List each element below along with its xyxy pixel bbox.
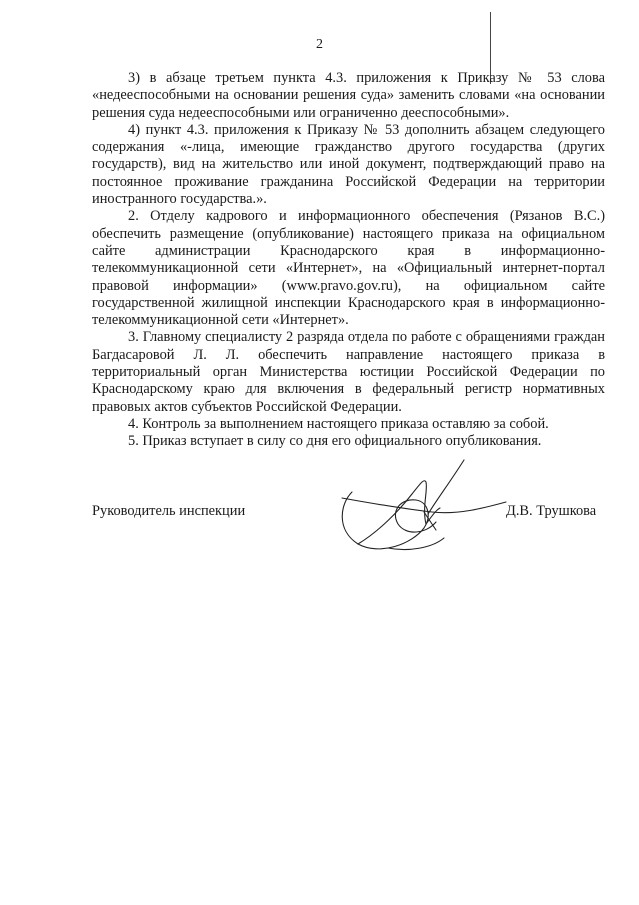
paragraph-clause-4: 4. Контроль за выполнением настоящего приказа оставляю за собой. [128, 415, 549, 432]
signatory-name: Д.В. Трушкова [506, 503, 597, 519]
signatory-title: Руководитель инспекции [92, 503, 246, 519]
document-body [92, 70, 605, 451]
paragraph-clause-5: 5. Приказ вступает в силу со дня его официального опубликования. [128, 433, 542, 450]
paragraph-clause-3: 3. Главному специалисту 2 разряда отдела по работе с обращениями граждан Багдасаровой Л. Л. обеспечить направление настоящего приказа в территориальный орган Министерства юстиции Российской Федерации по Краснодарскому краю для включения в федеральный регистр нормативных правовых актов субъектов Российской Федерации. [92, 329, 605, 415]
paragraph-clause-2: 2. Отделу кадрового и информационного обеспечения (Рязанов В.С.) обеспечить размещение (опубликование) настоящего приказа на официальном сайте администрации Краснодарского края в информационно-телекоммуникационной сети «Интернет», на «Официальный интернет-портал правовой информации» (www.pravo.gov.ru), на официальном сайте государственной жилищной инспекции Краснодарского края в информационно-телекоммуникационной сети «Интернет». [92, 208, 605, 329]
page-number: 2 [316, 37, 323, 52]
paragraph-item-4: 4) пункт 4.3. приложения к Приказу № 53 дополнить абзацем следующего содержания «-лица, имеющие гражданство другого государства (других государств), вид на жительство или иной документ, подтверждающий право на постоянное проживание гражданина Российской Федерации на территории иностранного государства.». [92, 121, 605, 208]
paragraph-item-3: 3) в абзаце третьем пункта 4.3. приложения к Приказу № 53 слова «недееспособными на основании решения суда» заменить словами «на основании решения суда недееспособными или ограниченно дееспособными». [92, 70, 605, 121]
handwritten-signature [328, 452, 518, 564]
